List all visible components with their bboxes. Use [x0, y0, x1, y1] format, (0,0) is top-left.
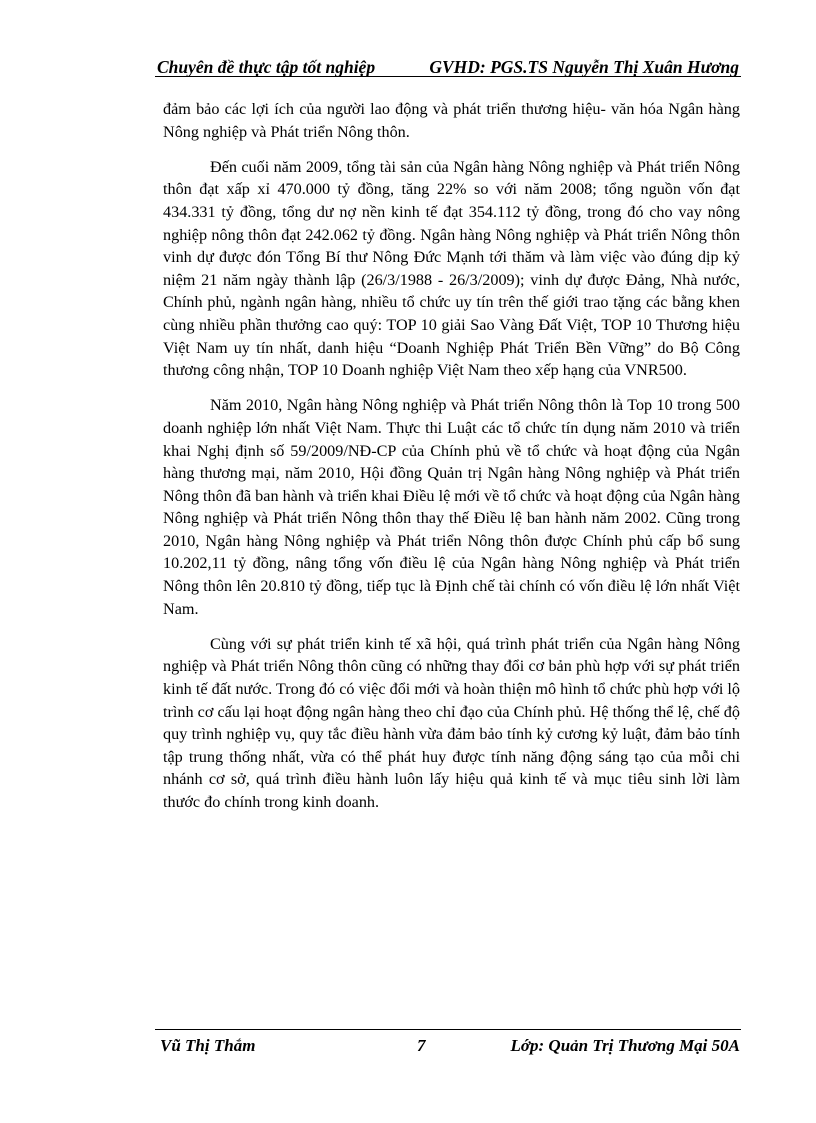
paragraph-2009-results: Đến cuối năm 2009, tổng tài sản của Ngân hàng Nông nghiệp và Phát triển Nông thôn đạt xấp xỉ 470.000 tỷ đồng, tăng 22% so với năm 2008; tổng nguồn vốn đạt 434.331 tỷ đồng, tổng dư nợ nền kinh tế đạt 354.112 tỷ đồng, trong đó cho vay nông nghiệp nông thôn đạt 242.062 tỷ đồng. Ngân hàng Nông nghiệp và Phát triển Nông thôn vinh dự được đón Tổng Bí thư Nông Đức Mạnh tới thăm và làm việc vào đúng dịp kỷ niệm 21 năm ngày thành lập (26/3/1988 - 26/3/2009); vinh dự được Đảng, Nhà nước, Chính phủ, ngành ngân hàng, nhiều tổ chức uy tín trên thế giới trao tặng các bằng khen cùng nhiều phần thưởng cao quý: TOP 10 giải Sao Vàng Đất Việt, TOP 10 Thương hiệu Việt Nam uy tín nhất, danh hiệu “Doanh Nghiệp Phát Triển Bền Vững” do Bộ Công thương công nhận, TOP 10 Doanh nghiệp Việt Nam theo xếp hạng của VNR500.	[163, 157, 740, 380]
header-divider	[155, 76, 741, 77]
header-thesis-title: Chuyên đề thực tập tốt nghiệp	[157, 57, 376, 77]
paragraph-continuation: đảm bảo các lợi ích của người lao động và phát triển thương hiệu- văn hóa Ngân hàng Nông nghiệp và Phát triển Nông thôn.	[163, 100, 740, 141]
paragraph-organizational-development: Cùng với sự phát triển kinh tế xã hội, quá trình phát triển của Ngân hàng Nông nghiệp và Phát triển Nông thôn cũng có những thay đổi cơ bản phù hợp với sự phát triển kinh tế đất nước. Trong đó có việc đổi mới và hoàn thiện mô hình tổ chức phù hợp với lộ trình cơ cấu lại hoạt động ngân hàng theo chỉ đạo của Chính phủ. Hệ thống thể lệ, chế độ quy trình nghiệp vụ, quy tắc điều hành vừa đảm bảo tính kỷ cương kỷ luật, đảm bảo tính tập trung thống nhất, vừa có thể phát huy được tính năng động sáng tạo của mỗi chi nhánh cơ sở, quá trình điều hành luôn lấy hiệu quả kinh tế và mục tiêu sinh lời làm thước đo chính trong kinh doanh.	[163, 634, 740, 811]
footer-class: Lớp: Quản Trị Thương Mại 50A	[510, 1036, 740, 1055]
page-number: 7	[417, 1036, 426, 1055]
page-footer	[160, 1036, 740, 1060]
paragraph-2010-charter: Năm 2010, Ngân hàng Nông nghiệp và Phát triển Nông thôn là Top 10 trong 500 doanh nghiệp lớn nhất Việt Nam. Thực thi Luật các tổ chức tín dụng năm 2010 và triển khai Nghị định số 59/2009/NĐ-CP của Chính phủ về tổ chức và hoạt động của Ngân hàng thương mại, năm 2010, Hội đồng Quản trị Ngân hàng Nông nghiệp và Phát triển Nông thôn đã ban hành và triển khai Điều lệ mới về tổ chức và hoạt động của Ngân hàng Nông nghiệp và Phát triển Nông thôn thay thế Điều lệ ban hành năm 2002. Cũng trong 2010, Ngân hàng Nông nghiệp và Phát triển Nông thôn được Chính phủ cấp bổ sung 10.202,11 tỷ đồng, nâng tổng vốn điều lệ của Ngân hàng Nông nghiệp và Phát triển Nông thôn lên 20.810 tỷ đồng, tiếp tục là Định chế tài chính có vốn điều lệ lớn nhất Việt Nam.	[163, 396, 740, 618]
footer-divider	[155, 1029, 741, 1030]
document-body	[163, 98, 740, 826]
footer-author: Vũ Thị Thắm	[160, 1036, 256, 1055]
page-header	[157, 52, 739, 78]
header-advisor: GVHD: PGS.TS Nguyễn Thị Xuân Hương	[429, 57, 739, 77]
